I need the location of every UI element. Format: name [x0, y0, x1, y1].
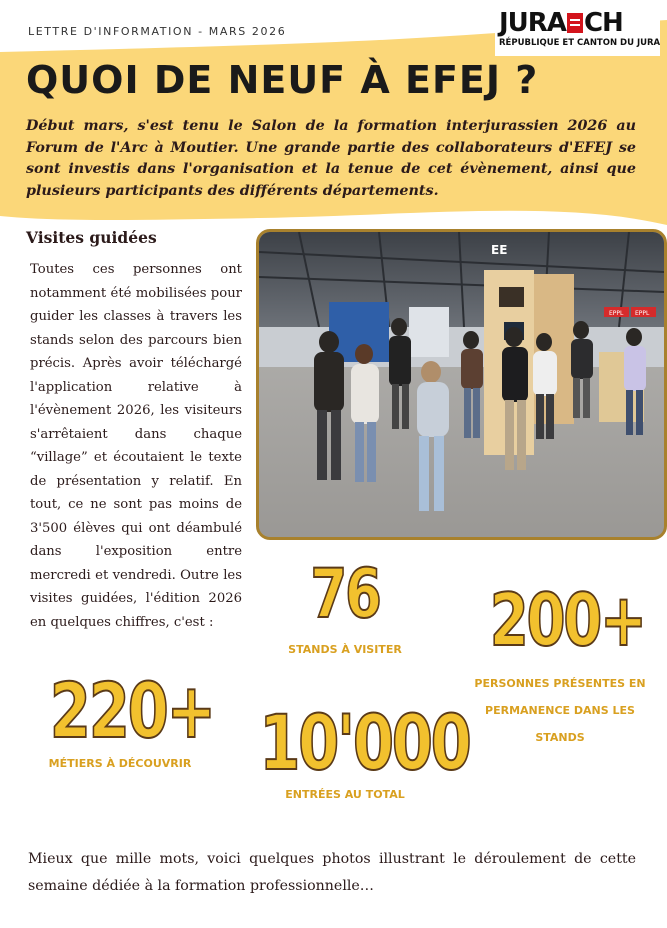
- stat-stands: [270, 555, 420, 656]
- section-title: Visites guidées: [26, 228, 157, 247]
- stat-value: 76: [310, 555, 380, 634]
- stat-jobs: [30, 666, 214, 770]
- section-body: Toutes ces personnes ont notamment été mobilisées pour guider les classes à travers les stands selon des parcours bien précis. Après avoir téléchargé l'application relative à l'évènement 2026, les visiteurs s'arrêtaient dans chaque “village” et écoutaient le texte de présentation y relatif. En tout, ce ne sont pas moins de 3'500 élèves qui ont déambulé dans l'exposition entre mercredi et vendredi. Outre les visites guidées, l'édition 2026 en quelques chiffres, c'est :: [30, 262, 242, 630]
- closing-paragraph: Mieux que mille mots, voici quelques photos illustrant le déroulement de cette semaine dédiée à la formation professionnelle…: [28, 851, 636, 894]
- stat-value: 200+: [489, 578, 645, 662]
- jura-flag-icon: [567, 13, 583, 33]
- stat-people: [470, 578, 650, 751]
- banner-text: EPPL: [635, 310, 650, 317]
- stat-entries: [235, 698, 470, 801]
- stat-label: MÉTIERS À DÉCOUVRIR: [48, 757, 192, 770]
- svg-text:EE: EE: [491, 243, 508, 257]
- page-title: QUOI DE NEUF À EFEJ ?: [26, 58, 539, 102]
- stat-value: 10'000: [259, 698, 470, 787]
- stat-label: ENTRÉES AU TOTAL: [285, 788, 405, 801]
- banner-text: EPPL: [609, 310, 624, 317]
- stat-label: PERSONNES PRÉSENTES EN: [474, 677, 646, 690]
- stat-label: STANDS À VISITER: [288, 643, 402, 656]
- jura-logo: JURA CH RÉPUBLIQUE ET CANTON DU JURA: [495, 8, 660, 56]
- stat-label: PERMANENCE DANS LES: [485, 704, 635, 717]
- intro-paragraph: Début mars, s'est tenu le Salon de la formation interjurassien 2026 au Forum de l'Arc à Moutier. Une grande partie des collaborateurs d'EFEJ se sont investis dans l'organisation et la tenue de cet évènement, ainsi que plusieurs participants des différents départements.: [26, 118, 636, 199]
- logo-subtitle: RÉPUBLIQUE ET CANTON DU JURA: [499, 38, 661, 48]
- event-photo: [256, 229, 667, 540]
- newsletter-kicker: LETTRE D'INFORMATION - MARS 2026: [28, 25, 287, 38]
- stat-value: 220+: [49, 666, 214, 755]
- stat-label: STANDS: [535, 731, 585, 744]
